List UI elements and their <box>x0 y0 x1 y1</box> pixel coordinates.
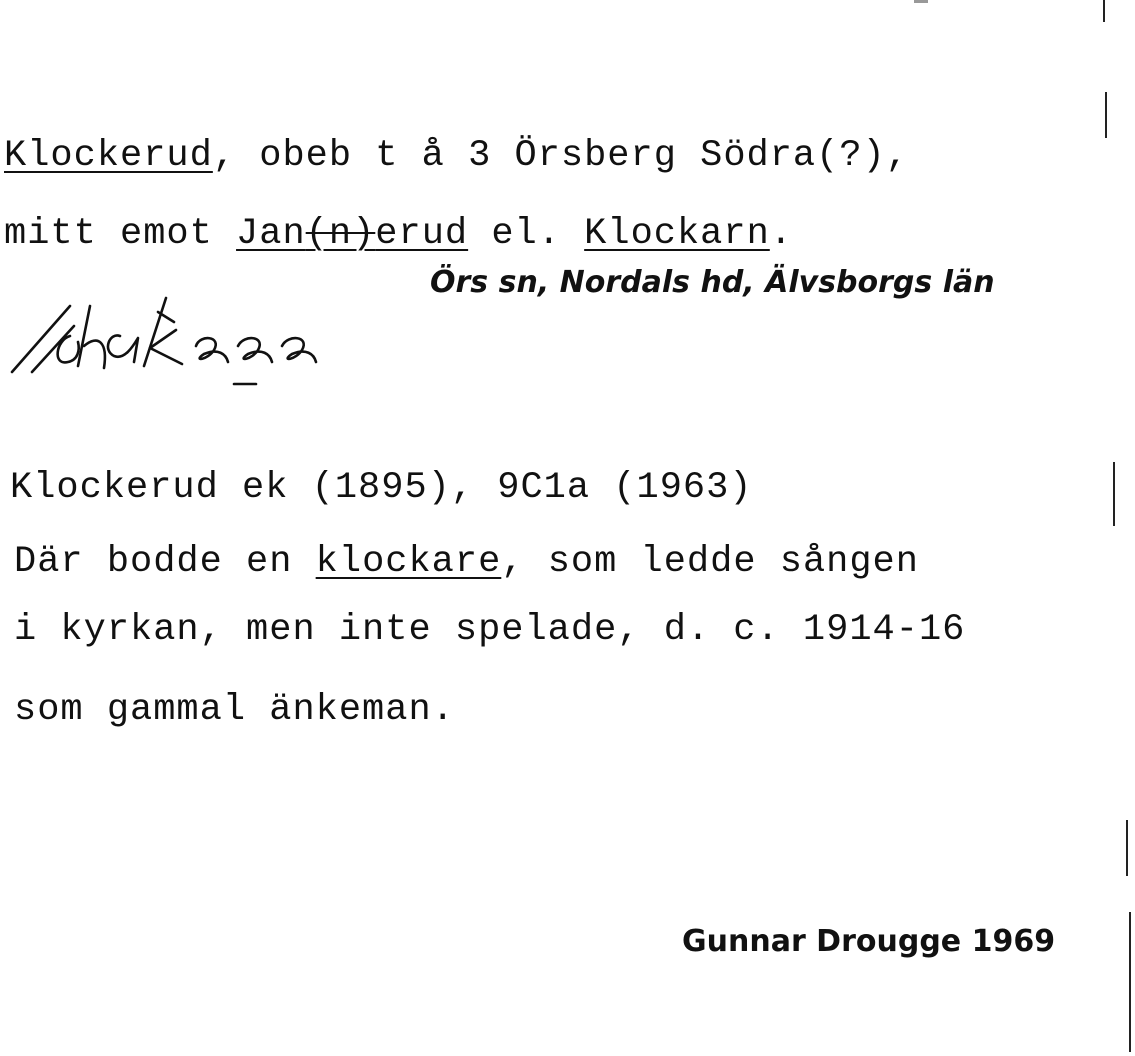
source-line: Klockerud ek (1895), 9C1a (1963) <box>10 467 753 509</box>
signature: Gunnar Drougge 1969 <box>682 924 1056 959</box>
edge-mark <box>1129 912 1131 1052</box>
parish-stamp: Örs sn, Nordals hd, Älvsborgs län <box>430 265 995 300</box>
edge-mark <box>914 0 928 3</box>
note-line-2: i kyrkan, men inte spelade, d. c. 1914-16 <box>14 609 966 651</box>
edge-mark <box>1126 820 1128 876</box>
edge-mark <box>1103 0 1105 22</box>
card-line-1 <box>4 134 909 178</box>
card-line-2 <box>4 212 793 256</box>
line-2-end: . <box>769 213 794 255</box>
place-name-klockerud: Klockerud <box>4 135 213 177</box>
word-klockare: klockare <box>315 541 502 583</box>
note-line-3: som gammal änkeman. <box>14 689 455 731</box>
card-line-1-text: , obeb t å 3 Örsberg Södra(?), <box>212 135 909 177</box>
line-2-middle: el. <box>468 213 585 255</box>
edge-mark <box>1113 462 1115 526</box>
janerud-struck-letter: (n) <box>305 213 376 255</box>
edge-mark <box>1105 92 1107 138</box>
note-line-1 <box>14 540 919 584</box>
handwritten-phonetic-transcription <box>8 296 408 396</box>
place-name-klockarn: Klockarn <box>584 213 770 255</box>
janerud-start: Jan <box>236 213 306 255</box>
janerud-end: erud <box>375 213 469 255</box>
line-2-prefix: mitt emot <box>4 213 237 255</box>
janerud-name <box>236 213 468 255</box>
note-line-1-suffix: , som ledde sången <box>501 541 919 583</box>
note-line-1-prefix: Där bodde en <box>14 541 316 583</box>
